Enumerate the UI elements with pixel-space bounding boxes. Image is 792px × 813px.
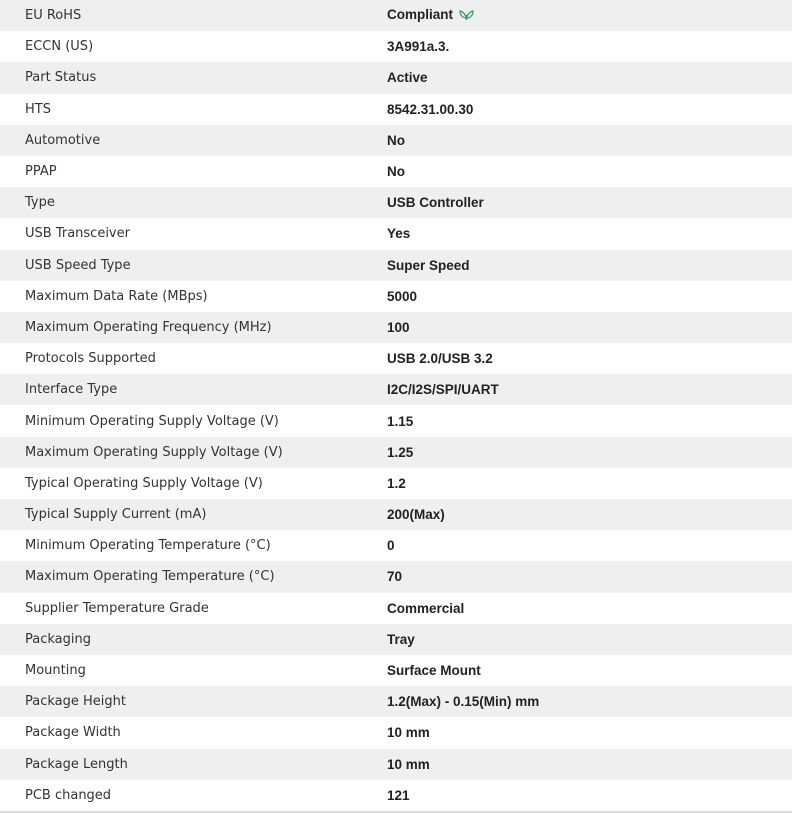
- spec-value: I2C/I2S/SPI/UART: [387, 382, 499, 398]
- table-row: [0, 624, 792, 655]
- spec-value: USB 2.0/USB 3.2: [387, 351, 493, 367]
- spec-value: 3A991a.3.: [387, 39, 450, 55]
- spec-value-cell: [387, 686, 792, 717]
- spec-value: No: [387, 164, 405, 180]
- spec-label: Typical Supply Current (mA): [25, 507, 207, 523]
- table-row: [0, 717, 792, 748]
- spec-value-cell: [387, 343, 792, 374]
- spec-label: Package Height: [25, 694, 126, 710]
- spec-label: Part Status: [25, 70, 97, 86]
- spec-label: Packaging: [25, 631, 91, 647]
- table-row: [0, 0, 792, 31]
- spec-value: Tray: [387, 631, 415, 647]
- spec-label: Maximum Operating Temperature (°C): [25, 569, 275, 585]
- table-row: [0, 125, 792, 156]
- spec-label: Minimum Operating Temperature (°C): [25, 538, 271, 554]
- spec-value-cell: [387, 156, 792, 187]
- spec-label: Minimum Operating Supply Voltage (V): [25, 413, 279, 429]
- table-row: [0, 156, 792, 187]
- table-row: [0, 281, 792, 312]
- table-row: [0, 468, 792, 499]
- spec-value-cell: [387, 437, 792, 468]
- spec-value-cell: [387, 31, 792, 62]
- spec-label: Type: [25, 195, 55, 211]
- table-row: [0, 530, 792, 561]
- table-row: [0, 187, 792, 218]
- spec-label: Protocols Supported: [25, 351, 156, 367]
- spec-value: Surface Mount: [387, 663, 481, 679]
- spec-value: 10 mm: [387, 725, 430, 741]
- table-row: [0, 655, 792, 686]
- table-row: [0, 686, 792, 717]
- spec-value-cell: [387, 0, 792, 31]
- spec-value: 100: [387, 319, 410, 335]
- spec-label: ECCN (US): [25, 39, 94, 55]
- table-row: [0, 62, 792, 93]
- table-row: [0, 405, 792, 436]
- spec-value-cell: [387, 468, 792, 499]
- spec-value-cell: [387, 780, 792, 811]
- spec-label: Package Length: [25, 756, 128, 772]
- spec-value: 1.2(Max) - 0.15(Min) mm: [387, 694, 540, 710]
- spec-value: Compliant: [387, 7, 453, 23]
- spec-value-cell: [387, 312, 792, 343]
- table-row: [0, 250, 792, 281]
- spec-value-cell: [387, 62, 792, 93]
- spec-value: 200(Max): [387, 507, 445, 523]
- spec-value-cell: [387, 281, 792, 312]
- spec-label: Maximum Operating Frequency (MHz): [25, 319, 272, 335]
- spec-label: USB Speed Type: [25, 257, 131, 273]
- spec-value: 1.2: [387, 475, 406, 491]
- spec-label: Supplier Temperature Grade: [25, 600, 209, 616]
- spec-value: Active: [387, 70, 428, 86]
- table-row: [0, 312, 792, 343]
- table-row: [0, 749, 792, 780]
- spec-label: Maximum Operating Supply Voltage (V): [25, 444, 283, 460]
- spec-value-cell: [387, 250, 792, 281]
- spec-value-cell: [387, 94, 792, 125]
- spec-value: No: [387, 132, 405, 148]
- spec-value: 8542.31.00.30: [387, 101, 474, 117]
- table-row: [0, 343, 792, 374]
- table-row: [0, 593, 792, 624]
- spec-value-cell: [387, 749, 792, 780]
- spec-value: 1.25: [387, 444, 414, 460]
- spec-value: 0: [387, 538, 395, 554]
- table-row: [0, 780, 792, 811]
- spec-value-cell: [387, 655, 792, 686]
- spec-value-cell: [387, 218, 792, 249]
- spec-value-cell: [387, 405, 792, 436]
- spec-label: Automotive: [25, 132, 101, 148]
- spec-value: 1.15: [387, 413, 414, 429]
- spec-label: Package Width: [25, 725, 121, 741]
- spec-value-cell: [387, 125, 792, 156]
- spec-value: Commercial: [387, 600, 465, 616]
- spec-value-cell: [387, 499, 792, 530]
- spec-value: 5000: [387, 288, 418, 304]
- table-row: [0, 94, 792, 125]
- spec-label: HTS: [25, 101, 51, 117]
- spec-value: Super Speed: [387, 257, 470, 273]
- table-row: [0, 374, 792, 405]
- spec-value-cell: [387, 187, 792, 218]
- spec-label: Maximum Data Rate (MBps): [25, 288, 208, 304]
- table-row: [0, 31, 792, 62]
- spec-label: Interface Type: [25, 382, 118, 398]
- table-row: [0, 499, 792, 530]
- spec-value: USB Controller: [387, 195, 484, 211]
- spec-label: PCB changed: [25, 787, 112, 803]
- spec-label: EU RoHS: [25, 8, 82, 24]
- spec-value: 10 mm: [387, 756, 430, 772]
- spec-value: 121: [387, 787, 410, 803]
- table-row: [0, 561, 792, 592]
- spec-value-cell: [387, 593, 792, 624]
- spec-label: Typical Operating Supply Voltage (V): [25, 475, 263, 491]
- spec-value-cell: [387, 530, 792, 561]
- table-row: [0, 437, 792, 468]
- spec-label: PPAP: [25, 164, 57, 180]
- spec-value: 70: [387, 569, 403, 585]
- spec-label: USB Transceiver: [25, 226, 130, 242]
- spec-value: Yes: [387, 226, 411, 242]
- spec-value-cell: [387, 561, 792, 592]
- spec-value-cell: [387, 717, 792, 748]
- spec-label: Mounting: [25, 663, 86, 679]
- table-row: [0, 218, 792, 249]
- spec-value-cell: [387, 624, 792, 655]
- leaf-icon: [459, 9, 474, 24]
- spec-value-cell: [387, 374, 792, 405]
